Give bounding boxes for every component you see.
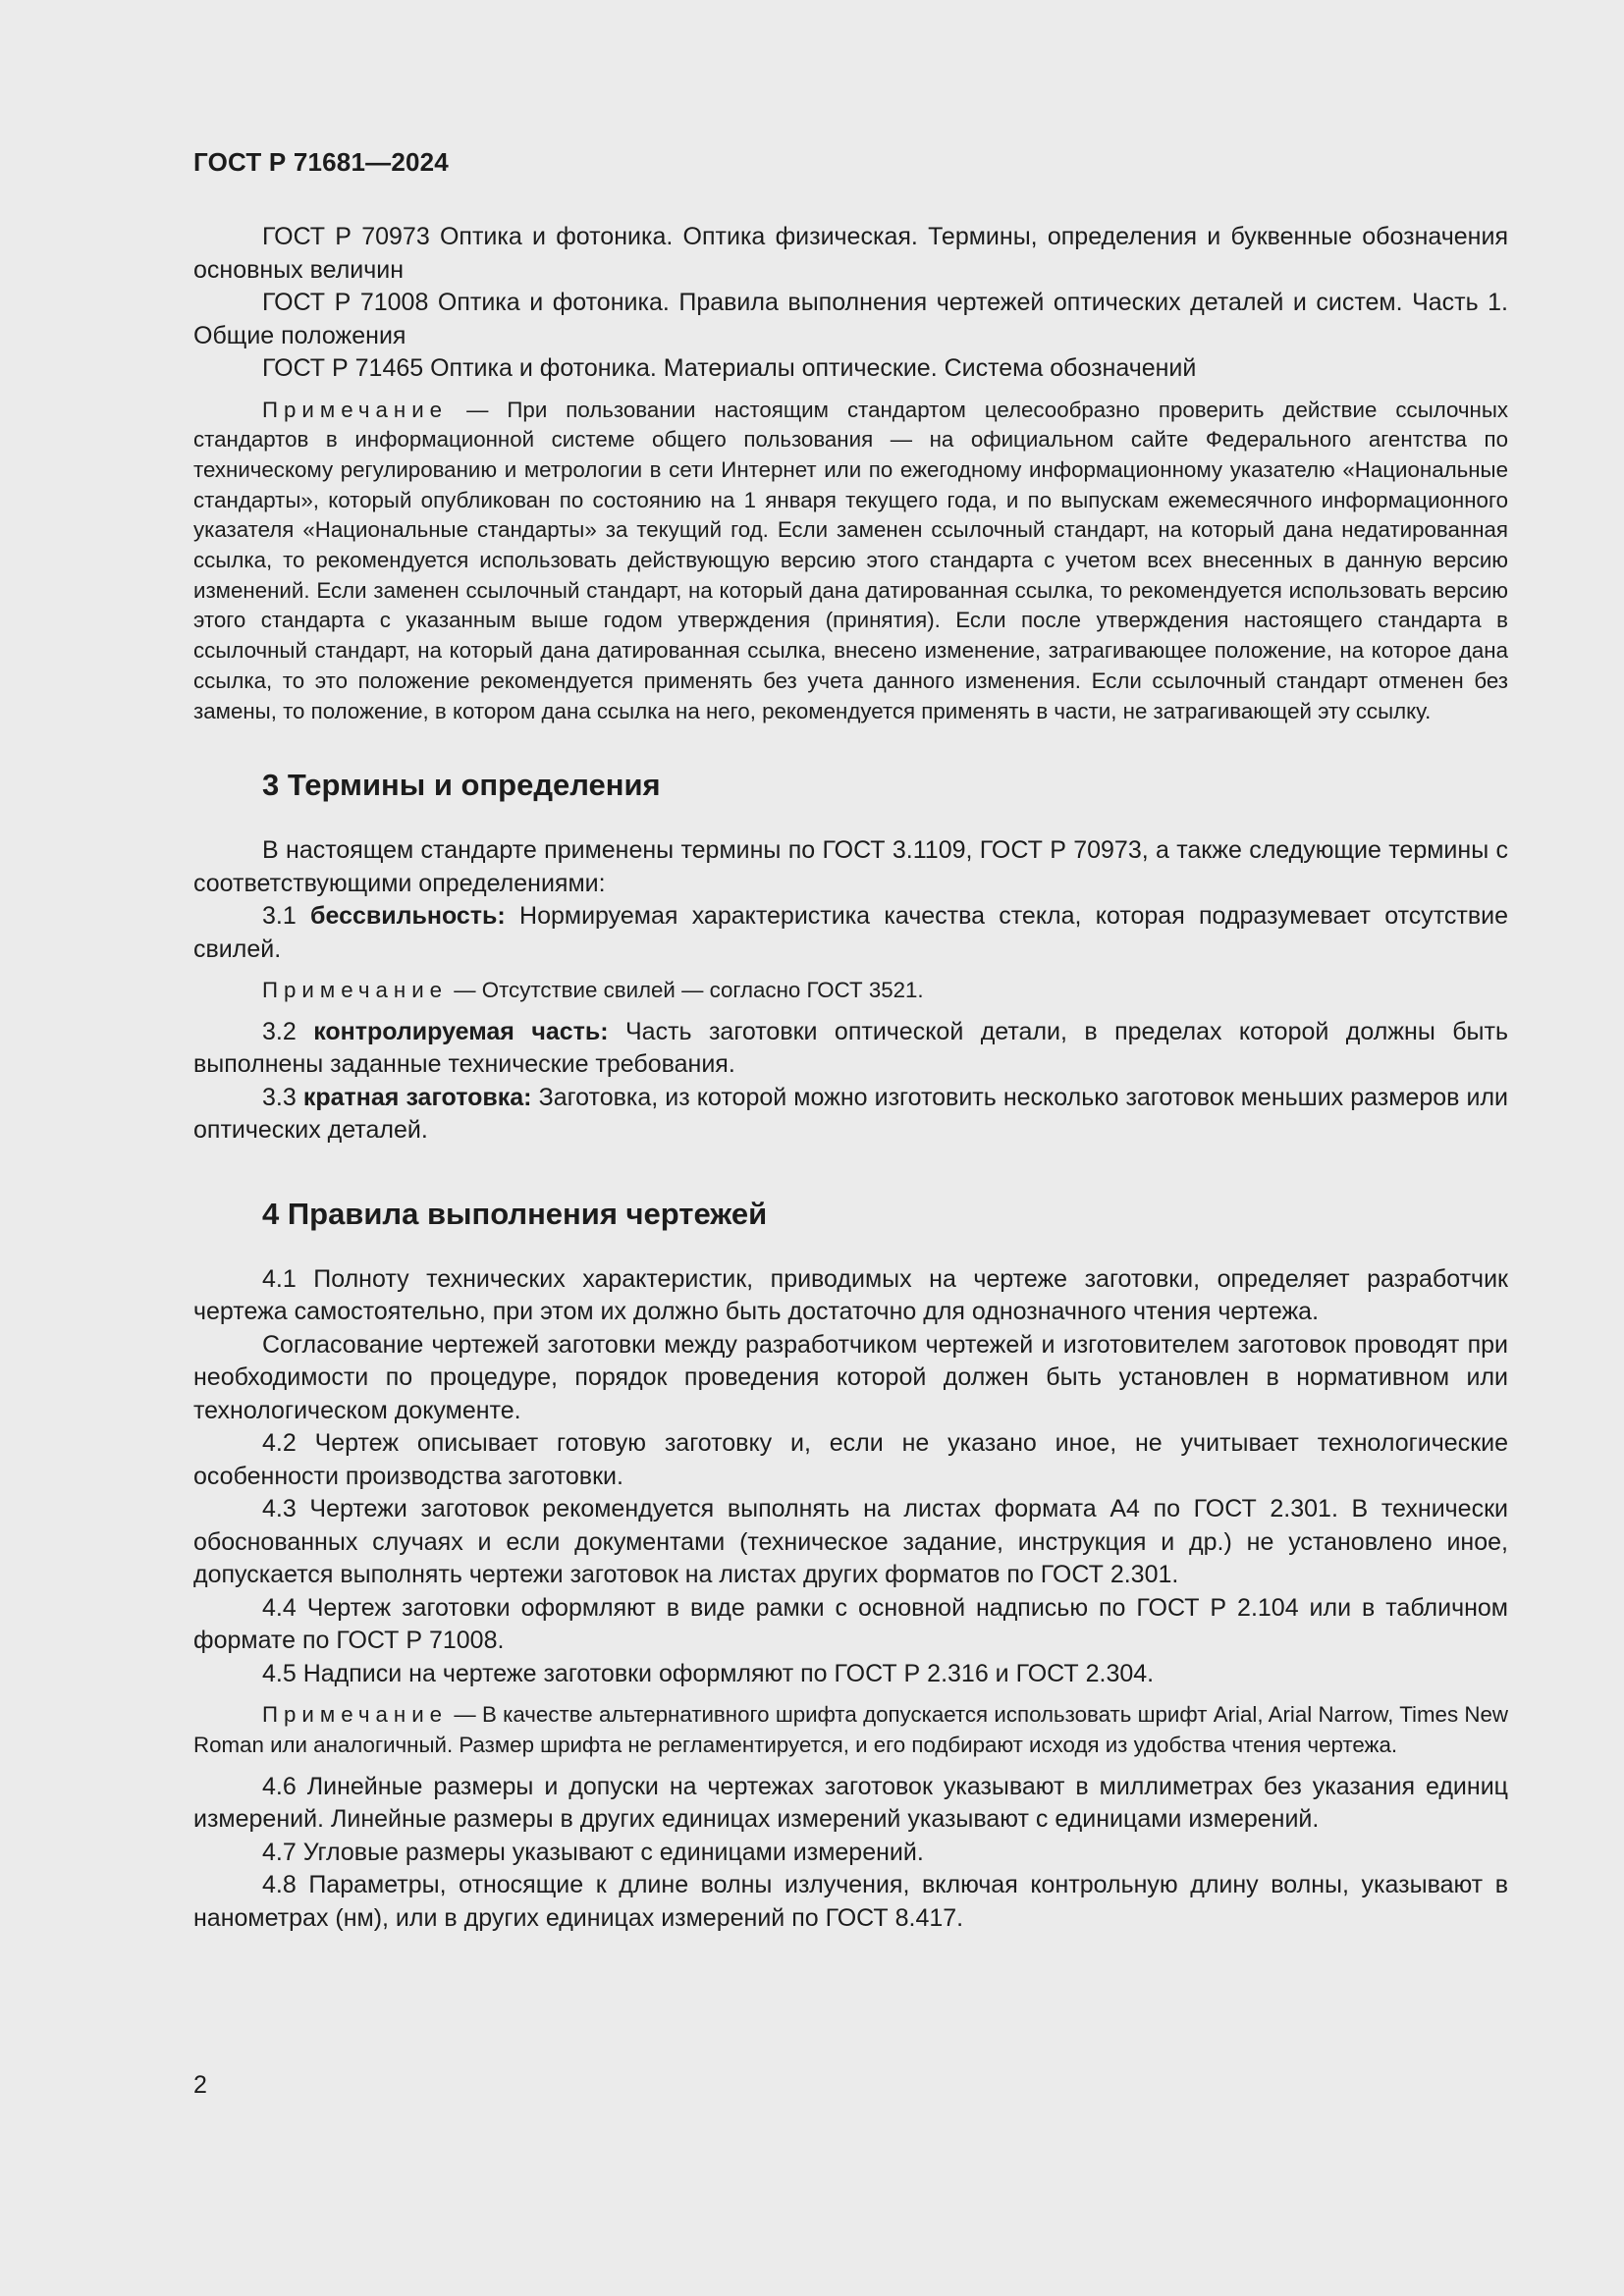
paragraph-4-8: 4.8 Параметры, относящие к длине волны излучения, включая контрольную длину волны, указывают в нанометрах (нм), или в других единицах измерений по ГОСТ 8.417. — [193, 1871, 1508, 1932]
term-name: кратная заготовка: — [302, 1083, 532, 1111]
document-body — [193, 221, 1508, 1935]
note-label: Примечание — [262, 978, 449, 1003]
term-3-1 — [193, 900, 1508, 966]
paragraph-4-4: 4.4 Чертеж заготовки оформляют в виде рамки с основной надписью по ГОСТ Р 2.104 или в табличном формате по ГОСТ Р 71008. — [193, 1593, 1508, 1655]
note-paragraph — [193, 396, 1508, 727]
section-3-intro: В настоящем стандарте применены термины по ГОСТ 3.1109, ГОСТ Р 70973, а также следующие термины с соответствующими определениями: — [193, 836, 1508, 897]
term-3-3 — [193, 1082, 1508, 1148]
reference-item: ГОСТ Р 71465 Оптика и фотоника. Материалы оптические. Система обозначений — [262, 354, 1197, 382]
paragraph-4-7: 4.7 Угловые размеры указывают с единицами измерений. — [262, 1838, 924, 1866]
note-text: — При пользовании настоящим стандартом целесообразно проверить действие ссылочных стандартов в информационной системе общего пользования — на официальном сайте Федерального агентства по техническому регулированию и метрологии в сети Интернет или по ежегодному информационному указателю «Национальные стандарты», который опубликован по состоянию на 1 января текущего года, и по выпускам ежемесячного информационного указателя «Национальные стандарты» за текущий год. Если заменен ссылочный стандарт, на который дана недатированная ссылка, то рекомендуется использовать действующую версию этого стандарта с учетом всех внесенных в данную версию изменений. Если заменен ссылочный стандарт, на который дана датированная ссылка, то рекомендуется использовать версию этого стандарта с указанным выше годом утверждения (принятия). Если после утверждения настоящего стандарта в ссылочный стандарт, на который дана датированная ссылка, внесено изменение, затрагивающее положение, на которое дана ссылка, то это положение рекомендуется применять без учета данного изменения. Если ссылочный стандарт отменен без замены, то положение, в котором дана ссылка на него, рекомендуется применять в части, не затрагивающей эту ссылку. — [193, 397, 1508, 723]
paragraph-4-3: 4.3 Чертежи заготовок рекомендуется выполнять на листах формата А4 по ГОСТ 2.301. В технически обоснованных случаях и если документами (техническое задание, инструкция и др.) не установлено иное, допускается выполнять чертежи заготовок на листах других форматов по ГОСТ 2.301. — [193, 1495, 1508, 1589]
term-definition: Заготовка, из которой можно изготовить несколько заготовок меньших размеров или оптических деталей. — [193, 1083, 1509, 1145]
term-number: 3.3 — [262, 1083, 297, 1111]
term-3-2 — [193, 1016, 1508, 1082]
term-number: 3.2 — [262, 1017, 297, 1045]
document-header: ГОСТ Р 71681—2024 — [193, 147, 449, 177]
paragraph-4-6: 4.6 Линейные размеры и допуски на чертежах заготовок указывают в миллиметрах без указания единиц измерений. Линейные размеры в других единицах измерений указывают с единицами измерений. — [193, 1772, 1508, 1834]
paragraph-4-1: 4.1 Полноту технических характеристик, приводимых на чертеже заготовки, определяет разработчик чертежа самостоятельно, при этом их должно быть достаточно для однозначного чтения чертежа. — [193, 1264, 1508, 1326]
term-definition: Нормируемая характеристика качества стекла, которая подразумевает отсутствие свилей. — [193, 902, 1509, 963]
note-paragraph — [193, 1700, 1508, 1760]
paragraph-4-1-continued: Согласование чертежей заготовки между разработчиком чертежей и изготовителем заготовок проводят при необходимости по процедуре, порядок проведения которой должен быть установлен в нормативном или технологическом документе. — [193, 1330, 1508, 1424]
page-number: 2 — [193, 2071, 207, 2099]
term-number: 3.1 — [262, 902, 297, 931]
note-paragraph — [193, 976, 1508, 1006]
section-4-title: 4 Правила выполнения чертежей — [262, 1196, 768, 1231]
note-label: Примечание — [262, 397, 449, 422]
reference-item: ГОСТ Р 71008 Оптика и фотоника. Правила выполнения чертежей оптических деталей и систем. Часть 1. Общие положения — [193, 289, 1508, 349]
paragraph-4-2: 4.2 Чертеж описывает готовую заготовку и, если не указано иное, не учитывает технологические особенности производства заготовки. — [193, 1429, 1508, 1490]
note-text: — В качестве альтернативного шрифта допускается использовать шрифт Arial, Arial Narrow, Times New Roman или аналогичный. Размер шрифта не регламентируется, и его подбирают исходя из удобства чтения чертежа. — [193, 1702, 1508, 1758]
note-text: — Отсутствие свилей — согласно ГОСТ 3521. — [454, 978, 924, 1003]
term-name: контролируемая часть: — [313, 1017, 609, 1045]
note-label: Примечание — [262, 1702, 449, 1728]
term-definition: Часть заготовки оптической детали, в пределах которой должны быть выполнены заданные технические требования. — [193, 1017, 1508, 1079]
term-name: бессвильность: — [310, 902, 506, 931]
reference-item: ГОСТ Р 70973 Оптика и фотоника. Оптика физическая. Термины, определения и буквенные обозначения основных величин — [193, 223, 1508, 284]
section-3-title: 3 Термины и определения — [262, 768, 661, 803]
paragraph-4-5: 4.5 Надписи на чертеже заготовки оформляют по ГОСТ Р 2.316 и ГОСТ 2.304. — [262, 1659, 1155, 1687]
